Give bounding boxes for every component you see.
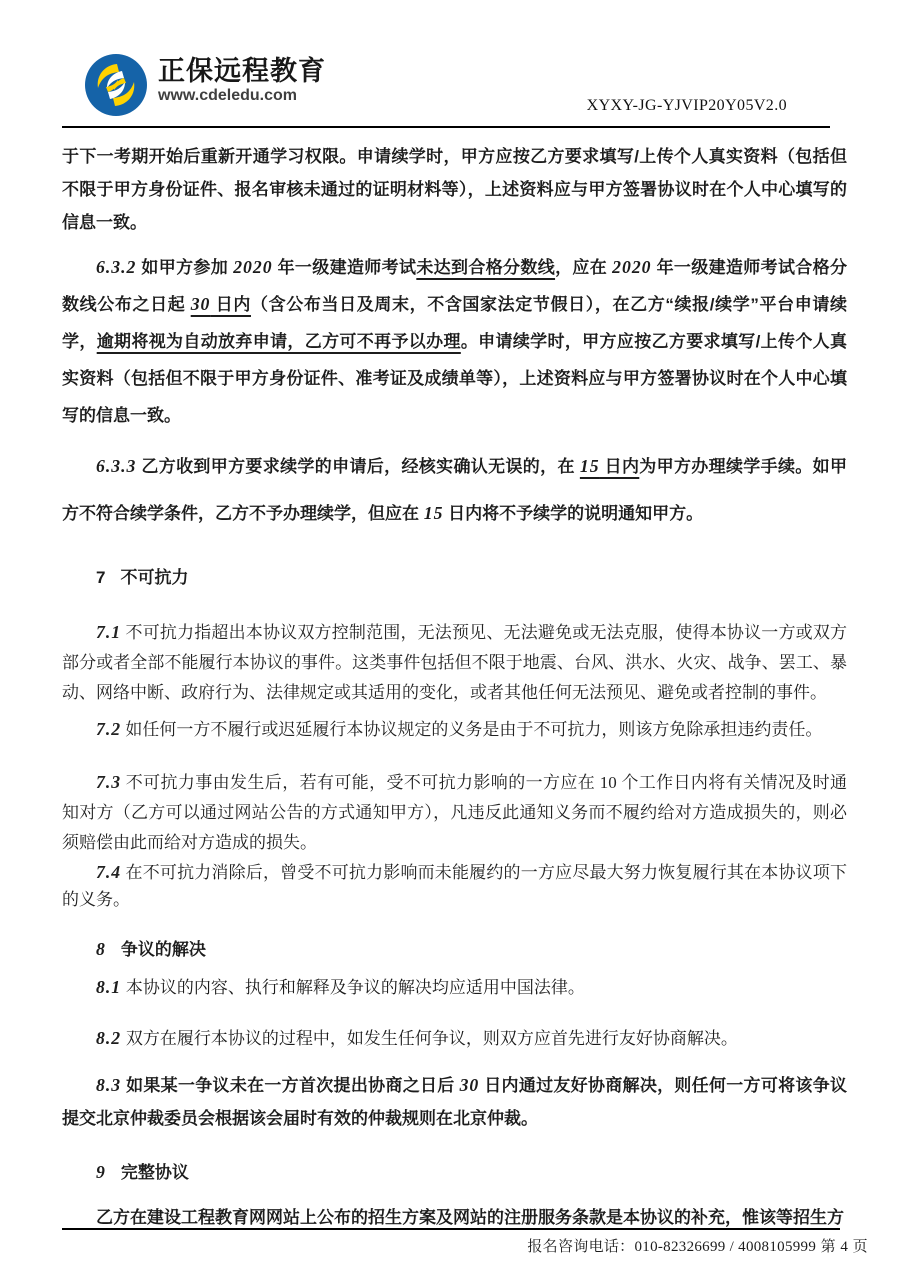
text-segment: 年一级建造师考试合格分数线公布之日起 <box>62 258 847 314</box>
brand-url: www.cdeledu.com <box>158 87 297 105</box>
para-intro <box>62 140 847 239</box>
header-rule <box>62 126 830 128</box>
text-segment: 7.2 <box>96 719 122 739</box>
document-code: XYXY-JG-YJVIP20Y05V2.0 <box>586 97 787 114</box>
text-segment: 15 <box>423 503 444 523</box>
footer-text <box>62 1235 868 1256</box>
text-segment: 报名咨询电话： <box>527 1237 635 1255</box>
document-body <box>62 140 847 1233</box>
text-segment: 9 <box>96 1162 106 1182</box>
text-segment: 15 <box>579 456 600 476</box>
text-segment: 乙方在建设工程教育网网站上公布的招生方案及网站的注册服务条款是本协议的补充，惟该等招生方 <box>96 1208 844 1227</box>
text-segment: 日内 <box>599 457 640 476</box>
text-segment: 。申请续学时，甲方应按乙方要求填写/上传个人真实资料（包括但不限于甲方身份证件、准考证及成绩单等），上述资料应与甲方签署协议时在个人中心填写的信息一致。 <box>62 332 847 425</box>
text-segment: 30 <box>459 1075 480 1095</box>
text-segment: 2020 <box>233 257 273 277</box>
text-segment: 日内通过友好协商解决，则任何一方可将该争议提交北京仲裁委员会根据该会届时有效的仲裁规则在北京仲裁。 <box>62 1076 847 1128</box>
para-7-3 <box>62 767 847 858</box>
text-segment: （含公布当日及周末，不含国家法定节假日），在乙方“续报/续学”平台申请续学， <box>62 295 847 351</box>
text-segment: 在不可抗力消除后，曾受不可抗力影响而未能履约的一方应尽最大努力恢复履行其在本协议项下的义务。 <box>62 863 847 909</box>
text-segment: 6.3.2 <box>96 257 137 277</box>
text-segment: 010-82326699 / 4008105999 <box>634 1238 817 1255</box>
heading-8 <box>62 936 847 963</box>
footer-rule <box>62 1228 840 1230</box>
text-segment: 第 <box>816 1237 841 1255</box>
text-segment: 2020 <box>612 257 652 277</box>
text-segment: 不可抗力 <box>120 568 189 587</box>
brand-name: 正保远程教育 <box>158 56 326 86</box>
text-segment: 于下一考期开始后重新开通学习权限。申请续学时，甲方应按乙方要求填写/上传个人真实资料（包括但不限于甲方身份证件、报名审核未通过的证明材料等），上述资料应与甲方签署协议时在个人中心填写的信息一致。 <box>62 147 847 232</box>
text-segment: 30 <box>190 294 211 314</box>
para-6-3-2 <box>62 249 847 434</box>
text-segment: 完整协议 <box>120 1163 189 1182</box>
brand-block <box>158 57 326 105</box>
para-8-1 <box>62 972 847 1003</box>
text-segment: 7 <box>96 568 106 587</box>
text-segment: 7.4 <box>96 862 122 882</box>
header <box>0 0 909 128</box>
text-segment: 为甲方办理续学手续。如甲方不符合续学条件，乙方不予办理续学，但应在 <box>62 457 847 523</box>
text-segment: 不可抗力事由发生后，若有可能，受不可抗力影响的一方应在 <box>121 773 600 792</box>
text-segment: 7.3 <box>96 772 122 792</box>
text-segment: 日内将不予续学的说明通知甲方。 <box>443 504 704 523</box>
text-segment: 10 <box>599 773 617 792</box>
text-segment: 7.1 <box>96 622 122 642</box>
text-segment: 不可抗力指超出本协议双方控制范围，无法预见、无法避免或无法克服，使得本协议一方或双方部分或者全部不能履行本协议的事件。这类事件包括但不限于地震、台风、洪水、火灾、战争、罢工、暴动、网络中断、政府行为、法律规定或其适用的变化，或者其他任何无法预见、避免或者控制的事件。 <box>62 623 847 702</box>
text-segment: 双方在履行本协议的过程中，如发生任何争议，则双方应首先进行友好协商解决。 <box>121 1029 738 1048</box>
text-segment: 8.1 <box>96 977 122 997</box>
text-segment: 争议的解决 <box>120 940 206 959</box>
para-7-1 <box>62 617 847 708</box>
text-segment: 未达到合格分数线 <box>416 258 556 277</box>
text-segment: 8.3 <box>96 1075 122 1095</box>
text-segment: 8.2 <box>96 1028 122 1048</box>
text-segment: 日内 <box>210 295 251 314</box>
text-segment: 如果某一争议未在一方首次提出协商之日后 <box>121 1076 460 1095</box>
text-segment: 如任何一方不履行或迟延履行本协议规定的义务是由于不可抗力，则该方免除承担违约责任。 <box>121 720 823 739</box>
heading-7 <box>62 565 847 591</box>
para-8-2 <box>62 1023 847 1054</box>
para-6-3-3 <box>62 443 847 537</box>
brand-logo-icon <box>84 53 148 117</box>
text-segment: 乙方收到甲方要求续学的申请后，经核实确认无误的，在 <box>136 457 580 476</box>
text-segment: 6.3.3 <box>96 456 137 476</box>
para-8-3 <box>62 1069 847 1135</box>
text-segment: ，应在 <box>555 258 613 277</box>
text-segment: 8 <box>96 939 106 959</box>
text-segment: 页 <box>848 1237 868 1255</box>
text-segment: 本协议的内容、执行和解释及争议的解决均应适用中国法律。 <box>121 978 585 997</box>
text-segment: 如甲方参加 <box>136 258 234 277</box>
footer <box>62 1228 868 1256</box>
para-7-2 <box>62 714 847 745</box>
para-7-4 <box>62 859 847 913</box>
text-segment: 年一级建造师考试 <box>272 258 417 277</box>
text-segment: 逾期将视为自动放弃申请，乙方可不再予以办理 <box>96 332 461 351</box>
heading-9 <box>62 1159 847 1186</box>
text-segment: 4 <box>840 1238 849 1255</box>
text-segment: 个工作日内将有关情况及时通知对方（乙方可以通过网站公告的方式通知甲方），凡违反此通知义务而不履约给对方造成损失的，则必须赔偿由此而给对方造成的损失。 <box>62 773 848 852</box>
